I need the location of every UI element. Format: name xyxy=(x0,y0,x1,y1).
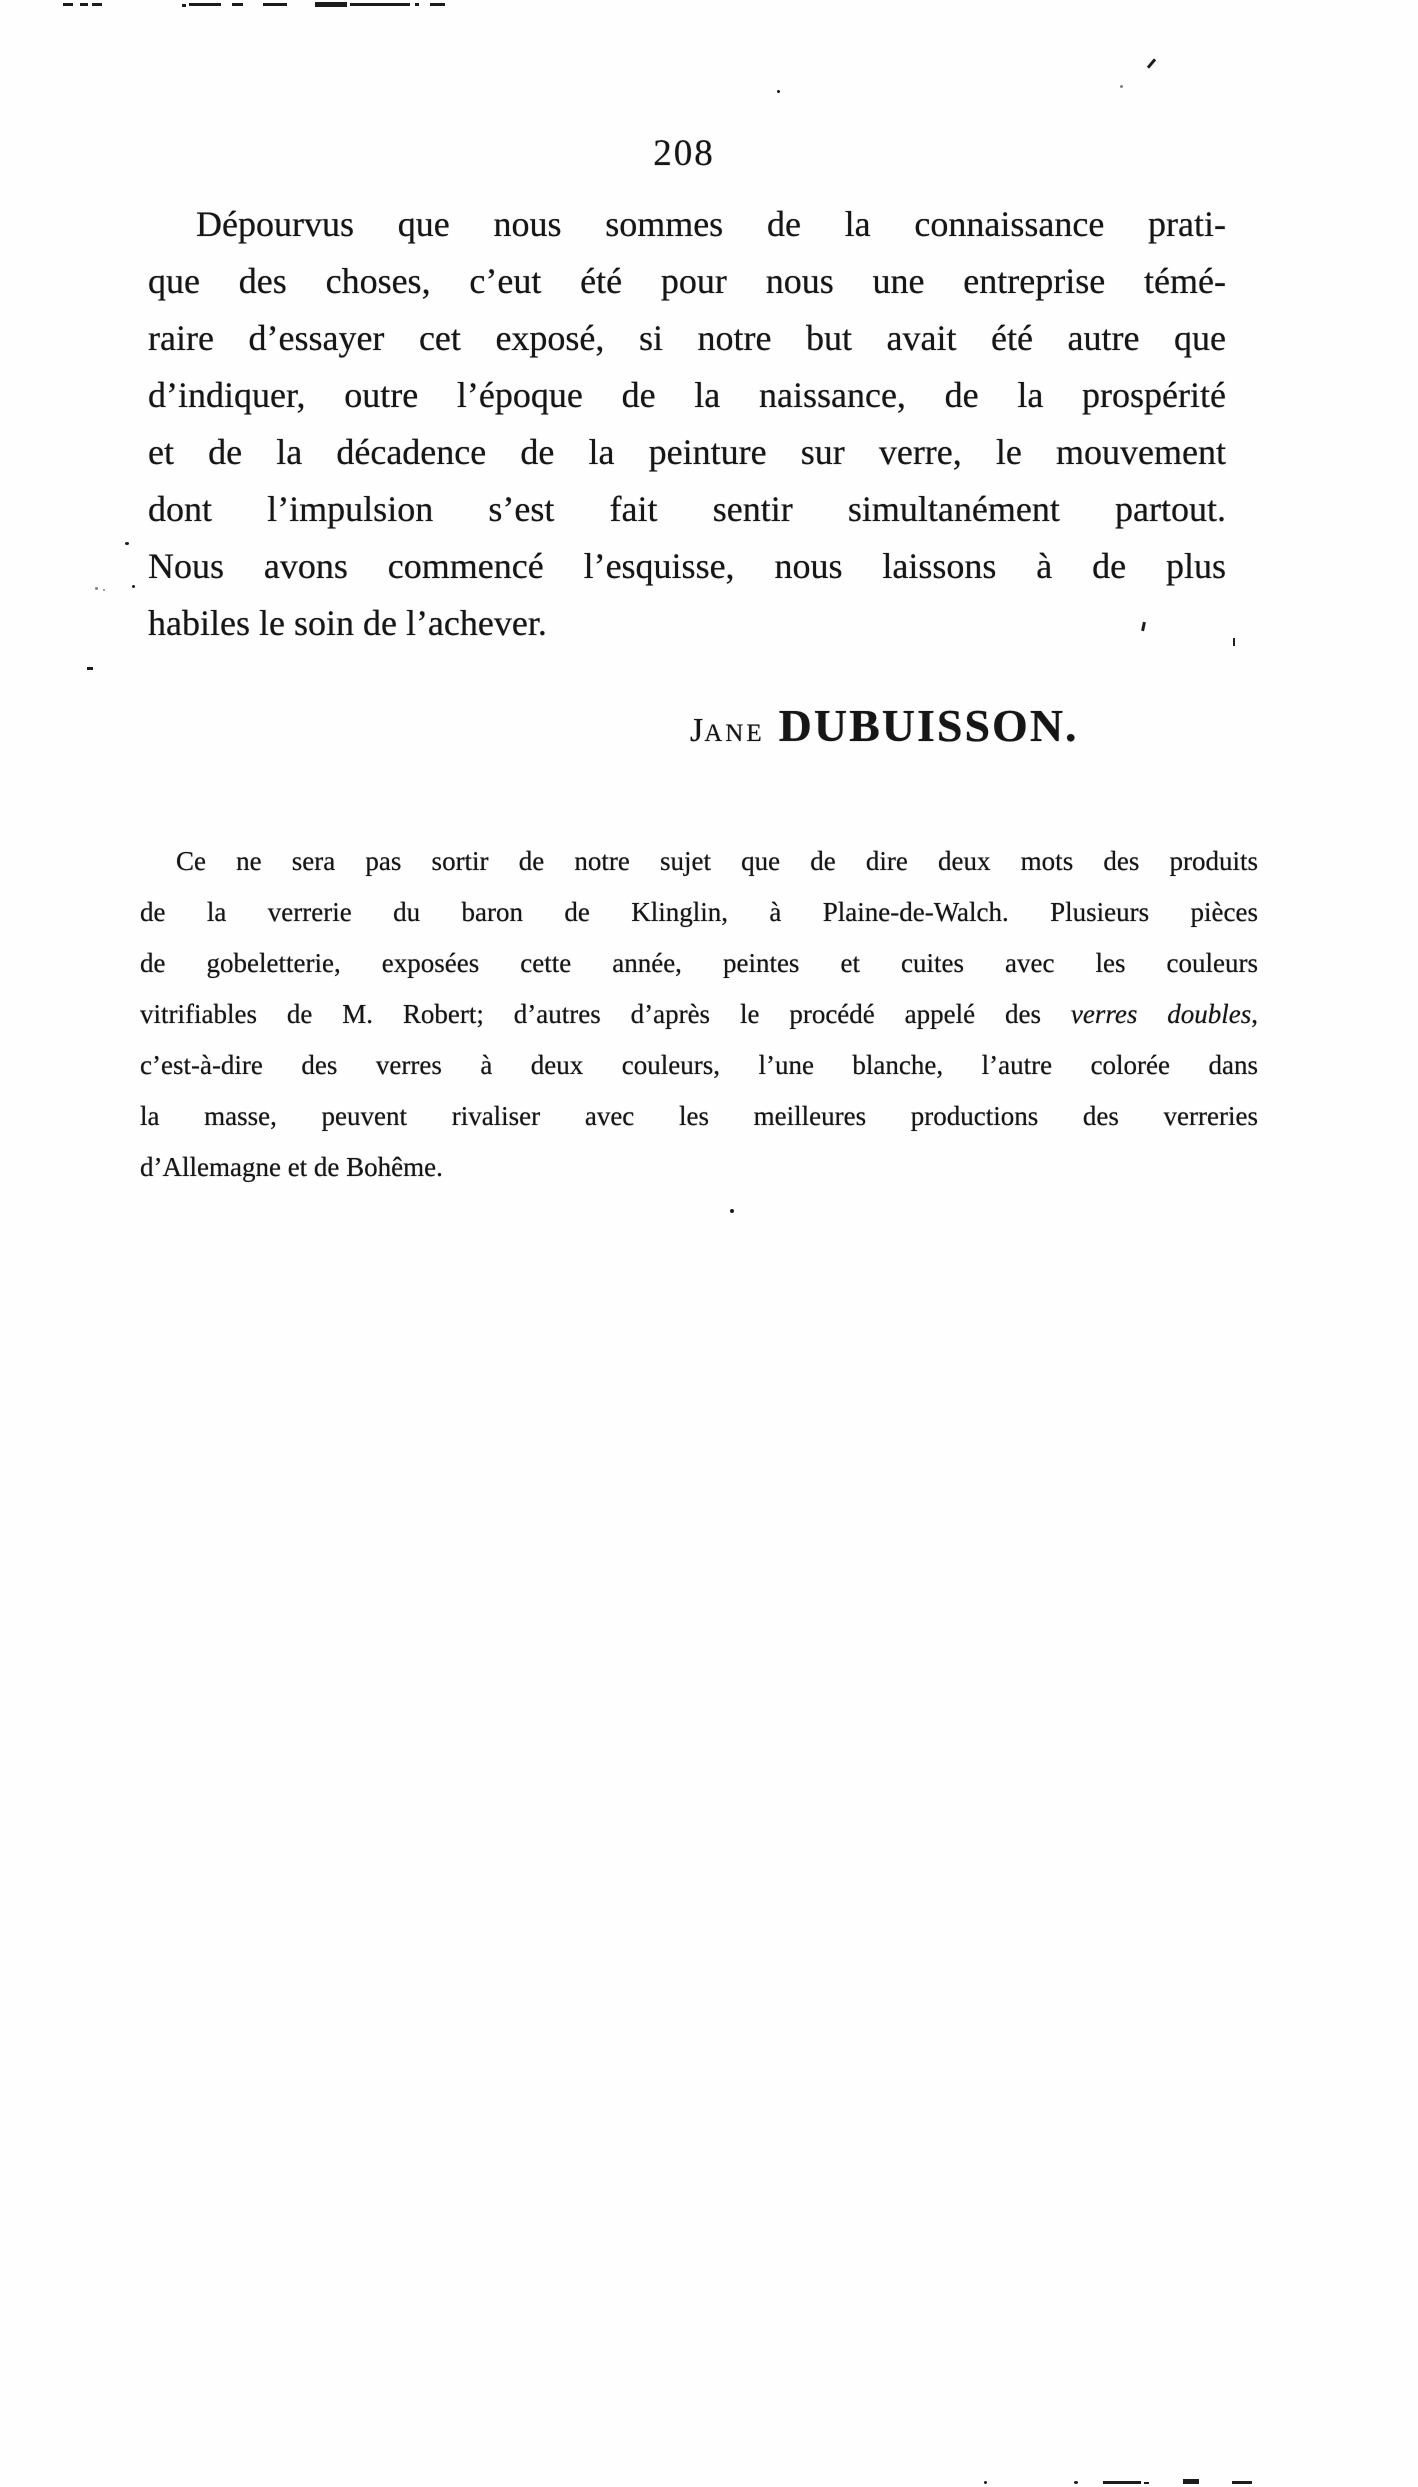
text-line: d’Allemagne et de Bohême. xyxy=(140,1152,443,1182)
text-line: Dépourvus que nous sommes de la connaissance prati- xyxy=(196,204,1226,244)
text-segment: vitrifiables de M. Robert; d’autres d’après le procédé appelé des xyxy=(140,999,1071,1029)
author-signature xyxy=(690,698,1079,765)
page-number: 208 xyxy=(653,133,715,174)
text-line: de la verrerie du baron de Klinglin, à Plaine-de-Walch. Plusieurs pièces xyxy=(140,897,1258,927)
signature-first-rest: ANE xyxy=(704,720,765,747)
text-segment: , xyxy=(1251,999,1258,1029)
text-line: de gobeletterie, exposées cette année, peintes et cuites avec les couleurs xyxy=(140,948,1258,978)
note-paragraph xyxy=(140,836,1258,1193)
signature-surname: DUBUISSON. xyxy=(778,700,1079,751)
main-paragraph xyxy=(148,196,1226,652)
text-line: Ce ne sera pas sortir de notre sujet que de dire deux mots des produits xyxy=(176,846,1258,876)
text-line: dont l’impulsion s’est fait sentir simultanément partout. xyxy=(148,489,1226,529)
text-line: raire d’essayer cet exposé, si notre but avait été autre que xyxy=(148,318,1226,358)
text-line: d’indiquer, outre l’époque de la naissance, de la prospérité xyxy=(148,375,1226,415)
signature-first-initial: J xyxy=(690,712,705,749)
text-line: c’est-à-dire des verres à deux couleurs, l’une blanche, l’autre colorée dans xyxy=(140,1050,1258,1080)
text-segment-italic: verres doubles xyxy=(1070,999,1252,1029)
text-line: que des choses, c’eut été pour nous une entreprise témé- xyxy=(148,261,1226,301)
text-line: habiles le soin de l’achever. xyxy=(148,603,547,643)
text-line: et de la décadence de la peinture sur verre, le mouvement xyxy=(148,432,1226,472)
text-line xyxy=(140,989,1258,1040)
text-line: Nous avons commencé l’esquisse, nous laissons à de plus xyxy=(148,546,1226,586)
text-line: la masse, peuvent rivaliser avec les meilleures productions des verreries xyxy=(140,1101,1258,1131)
